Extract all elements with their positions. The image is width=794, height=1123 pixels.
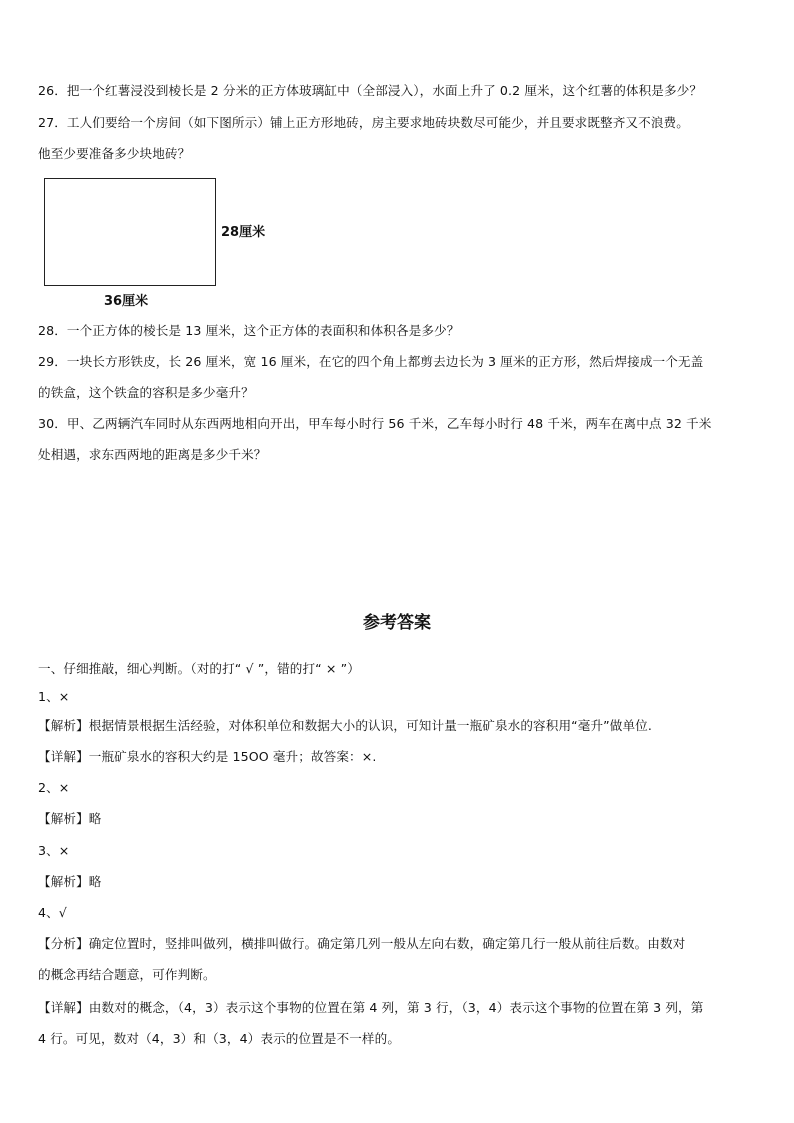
figure-width-label: 36厘米 [104,294,149,309]
section-1-title: 一、仔细推敲，细心判断。（对的打“ √ ”，错的打“ × ”） [38,661,360,676]
answer-2-analysis: 【解析】略 [38,811,102,826]
answer-4-analysis-line-2: 的概念再结合题意，可作判断。 [38,967,216,982]
question-29-line-1: 29．一块长方形铁皮，长 26 厘米，宽 16 厘米，在它的四个角上都剪去边长为 3 厘米的正方形，然后焊接成一个无盖 [38,354,704,369]
answer-1-detail: 【详解】一瓶矿泉水的容积大约是 15OO 毫升；故答案：×. [38,749,377,764]
answer-4: 4、√ [38,905,67,920]
answer-3: 3、× [38,843,70,858]
question-26: 26．把一个红薯浸没到棱长是 2 分米的正方体玻璃缸中（全部浸入），水面上升了 0.2 厘米，这个红薯的体积是多少？ [38,83,703,98]
answer-3-analysis: 【解析】略 [38,874,102,889]
answer-1-analysis: 【解析】根据情景根据生活经验，对体积单位和数据大小的认识，可知计量一瓶矿泉水的容积用“毫升”做单位. [38,718,652,733]
figure-height-label: 28厘米 [221,225,266,240]
question-28: 28．一个正方体的棱长是 13 厘米，这个正方体的表面积和体积各是多少？ [38,323,460,338]
answer-4-analysis-line-1: 【分析】确定位置时，竖排叫做列，横排叫做行。确定第几列一般从左向右数，确定第几行一般从前往后数。由数对 [38,936,686,951]
answer-4-detail-line-2: 4 行。可见，数对（4，3）和（3，4）表示的位置是不一样的。 [38,1031,401,1046]
question-30-line-1: 30．甲、乙两辆汽车同时从东西两地相向开出，甲车每小时行 56 千米，乙车每小时行 48 千米，两车在离中点 32 千米 [38,416,712,431]
answer-4-detail-line-1: 【详解】由数对的概念，（4，3）表示这个事物的位置在第 4 列，第 3 行，（3，4）表示这个事物的位置在第 3 列，第 [38,1000,704,1015]
answer-1: 1、× [38,689,70,704]
question-29-line-2: 的铁盒，这个铁盒的容积是多少毫升？ [38,385,254,400]
rectangle-figure [44,178,216,286]
question-27-line-1: 27．工人们要给一个房间（如下图所示）铺上正方形地砖，房主要求地砖块数尽可能少，并且要求既整齐又不浪费。 [38,115,689,130]
question-30-line-2: 处相遇，求东西两地的距离是多少千米？ [38,447,267,462]
answers-heading: 参考答案 [363,613,431,633]
answer-2: 2、× [38,780,70,795]
question-27-line-2: 他至少要准备多少块地砖？ [38,146,191,161]
